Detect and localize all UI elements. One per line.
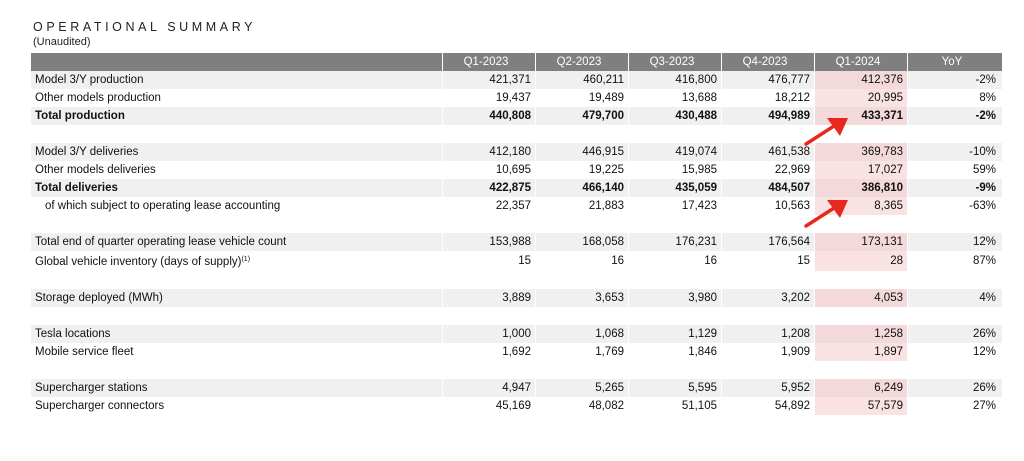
highlighted-cell: 8,365 [815, 197, 908, 215]
page-title: OPERATIONAL SUMMARY [33, 20, 257, 34]
table-row [31, 71, 1002, 89]
table-cell: 476,777 [722, 71, 815, 89]
yoy-cell: 12% [908, 233, 1002, 251]
column-header-q2-2023: Q2-2023 [536, 53, 629, 71]
table-row [31, 379, 1002, 397]
table-row [31, 343, 1002, 361]
row-label: Total deliveries [31, 179, 443, 197]
row-label: Storage deployed (MWh) [31, 289, 443, 307]
table-cell: 446,915 [536, 143, 629, 161]
highlighted-cell: 20,995 [815, 89, 908, 107]
table-row [31, 289, 1002, 307]
row-label: Total end of quarter operating lease vehicle count [31, 233, 443, 251]
table-row [31, 107, 1002, 125]
table-row [31, 251, 1002, 271]
table-cell: 5,595 [629, 379, 722, 397]
table-cell: 19,225 [536, 161, 629, 179]
highlighted-cell: 57,579 [815, 397, 908, 415]
highlighted-cell: 369,783 [815, 143, 908, 161]
table-cell: 460,211 [536, 71, 629, 89]
row-label: Total production [31, 107, 443, 125]
table-cell: 419,074 [629, 143, 722, 161]
highlighted-cell: 6,249 [815, 379, 908, 397]
highlighted-cell: 1,897 [815, 343, 908, 361]
table-cell: 18,212 [722, 89, 815, 107]
highlighted-cell: 412,376 [815, 71, 908, 89]
page-subtitle: (Unaudited) [33, 36, 91, 48]
footnote-marker: (1) [241, 256, 251, 263]
table-cell: 3,980 [629, 289, 722, 307]
highlighted-cell: 28 [815, 251, 908, 271]
table-cell: 10,563 [722, 197, 815, 215]
yoy-cell: -9% [908, 179, 1002, 197]
table-cell: 494,989 [722, 107, 815, 125]
table-cell: 1,000 [443, 325, 536, 343]
table-cell: 48,082 [536, 397, 629, 415]
table-header-row [31, 53, 1002, 71]
yoy-cell: -63% [969, 200, 996, 212]
table-cell: 1,208 [722, 325, 815, 343]
table-cell: 15,985 [629, 161, 722, 179]
operational-summary-table [31, 53, 1002, 415]
column-header-yoy: YoY [908, 53, 1002, 71]
row-label [31, 251, 443, 271]
table-cell: 422,875 [443, 179, 536, 197]
table-cell: 22,357 [443, 197, 536, 215]
table-row [31, 179, 1002, 197]
row-label: Model 3/Y deliveries [31, 143, 443, 161]
table-row [31, 143, 1002, 161]
table-cell: 15 [722, 251, 815, 271]
column-header-q1-2024: Q1-2024 [815, 53, 908, 71]
table-cell: 10,695 [443, 161, 536, 179]
table-cell: 416,800 [629, 71, 722, 89]
table-cell: 4,947 [443, 379, 536, 397]
table-row [31, 233, 1002, 251]
row-label: Supercharger stations [31, 379, 443, 397]
table-row [31, 89, 1002, 107]
table-cell: 484,507 [722, 179, 815, 197]
table-cell: 153,988 [443, 233, 536, 251]
highlighted-cell: 17,027 [815, 161, 908, 179]
table-cell: 466,140 [536, 179, 629, 197]
row-label: Other models production [31, 89, 443, 107]
yoy-cell: 8% [979, 92, 996, 104]
table-cell: 176,564 [722, 233, 815, 251]
highlighted-cell: 433,371 [815, 107, 908, 125]
spacer-row [31, 125, 1002, 143]
spacer-row [31, 215, 1002, 233]
table-cell: 19,489 [536, 89, 629, 107]
highlighted-cell: 386,810 [815, 179, 908, 197]
table-cell: 1,129 [629, 325, 722, 343]
table-cell: 479,700 [536, 107, 629, 125]
column-header-q3-2023: Q3-2023 [629, 53, 722, 71]
table-cell: 176,231 [629, 233, 722, 251]
highlighted-cell: 173,131 [815, 233, 908, 251]
yoy-cell: 59% [972, 164, 996, 176]
yoy-cell: -2% [908, 107, 1002, 125]
yoy-cell: -2% [908, 71, 1002, 89]
spacer-row [31, 271, 1002, 289]
table-cell: 461,538 [722, 143, 815, 161]
column-header-q1-2023: Q1-2023 [443, 53, 536, 71]
table-cell: 1,769 [536, 343, 629, 361]
row-label: of which subject to operating lease accounting [31, 197, 443, 215]
column-header-q4-2023: Q4-2023 [722, 53, 815, 71]
table-cell: 1,692 [443, 343, 536, 361]
table-row [31, 197, 1002, 215]
table-cell: 13,688 [629, 89, 722, 107]
table-cell: 21,883 [536, 197, 629, 215]
table-row [31, 325, 1002, 343]
table-cell: 19,437 [443, 89, 536, 107]
table-cell: 412,180 [443, 143, 536, 161]
table-cell: 3,202 [722, 289, 815, 307]
row-label: Supercharger connectors [31, 397, 443, 415]
column-header-label [31, 53, 443, 71]
yoy-cell: 26% [908, 325, 1002, 343]
yoy-cell: 12% [972, 346, 996, 358]
table-cell: 17,423 [629, 197, 722, 215]
table-cell: 168,058 [536, 233, 629, 251]
table-cell: 54,892 [722, 397, 815, 415]
table-cell: 3,653 [536, 289, 629, 307]
table-row [31, 397, 1002, 415]
table-cell: 440,808 [443, 107, 536, 125]
table-cell: 435,059 [629, 179, 722, 197]
table-cell: 421,371 [443, 71, 536, 89]
table-cell: 1,846 [629, 343, 722, 361]
table-cell: 3,889 [443, 289, 536, 307]
table-cell: 22,969 [722, 161, 815, 179]
spacer-row [31, 307, 1002, 325]
table-cell: 45,169 [443, 397, 536, 415]
table-cell: 16 [536, 251, 629, 271]
table-cell: 1,068 [536, 325, 629, 343]
table-cell: 430,488 [629, 107, 722, 125]
table-cell: 5,952 [722, 379, 815, 397]
yoy-cell: -10% [908, 143, 1002, 161]
table-cell: 1,909 [722, 343, 815, 361]
spacer-row [31, 361, 1002, 379]
row-label: Model 3/Y production [31, 71, 443, 89]
row-label: Mobile service fleet [31, 343, 443, 361]
yoy-cell: 4% [908, 289, 1002, 307]
yoy-cell: 27% [972, 400, 996, 412]
table-cell: 16 [629, 251, 722, 271]
yoy-cell: 87% [972, 255, 996, 267]
yoy-cell: 26% [908, 379, 1002, 397]
row-label: Other models deliveries [31, 161, 443, 179]
table-cell: 5,265 [536, 379, 629, 397]
row-label-text: Global vehicle inventory (days of supply) [35, 256, 242, 268]
table-row [31, 161, 1002, 179]
highlighted-cell: 4,053 [815, 289, 908, 307]
table-cell: 51,105 [629, 397, 722, 415]
highlighted-cell: 1,258 [815, 325, 908, 343]
row-label: Tesla locations [31, 325, 443, 343]
table-cell: 15 [443, 251, 536, 271]
